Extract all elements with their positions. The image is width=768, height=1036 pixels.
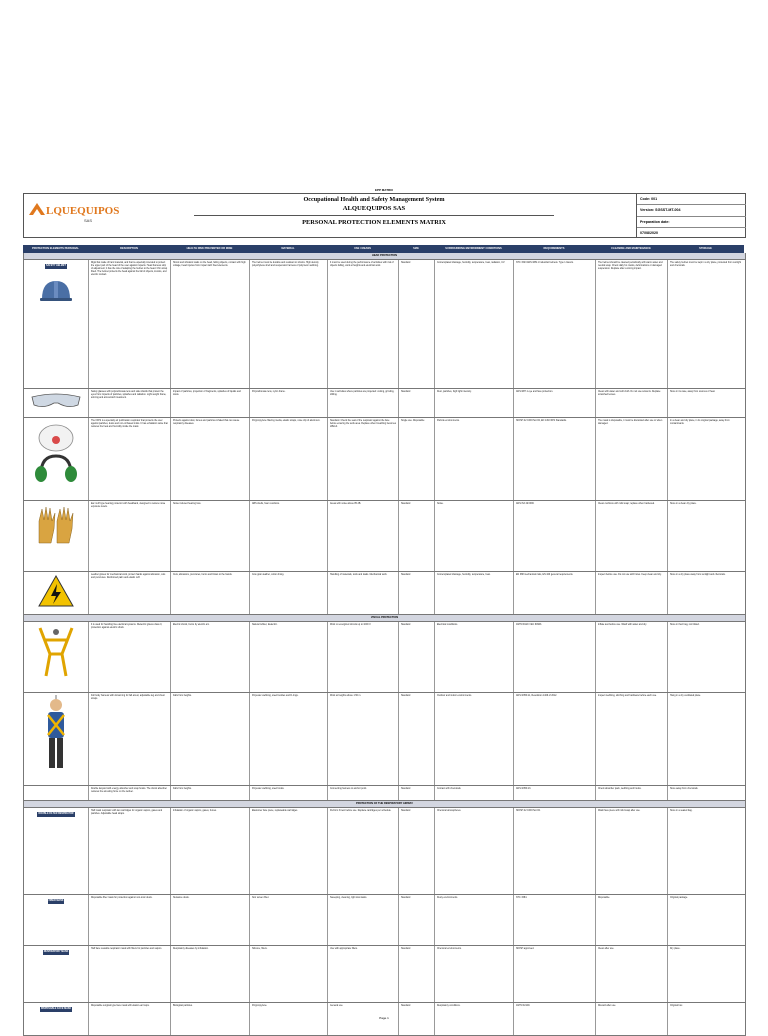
ref-code: EPP MATRIX [374, 188, 394, 192]
size-cell: Standard [399, 389, 435, 417]
description-cell: Rigid hat made of hard material, and that is especially intended to protect the upper part of the head of the user against impacts. Head harness strip of adjustment; it has the role of adapting the helmet to the head. Chin strap fitted. The helmet protects the head against the fall of objects, knocks, and electric contact. [89, 260, 171, 388]
element-cell [24, 260, 89, 388]
use-cell: Connecting harness to anchor point. [328, 786, 399, 800]
element-cell [24, 946, 89, 1002]
description-cell: Half mask respirator with two cartridges for organic vapors, gases and particles. Adjustable head straps. [89, 808, 171, 894]
description-cell: Half face reusable respirator mask with filters for particles and vapors. [89, 946, 171, 1002]
table-row [24, 946, 745, 1003]
risk-cell: Noise induced hearing loss. [171, 501, 250, 571]
column-header: HEALTH RISK PREVENTED OR MINE [186, 246, 233, 250]
cleaning-cell: Wash face piece with mild soap after use. [596, 808, 668, 894]
storage-cell: Store in its case, away from sources of heat. [670, 391, 716, 393]
element-cell [24, 389, 89, 417]
section-respiratory-protection: PROTECTION OF THE RESPIRATORY AIRWAY [24, 801, 745, 808]
storage-cell: Store away from chemicals. [670, 788, 699, 790]
storage-cell: Store in a clean dry place. [670, 503, 697, 505]
environment-cell: Contact with chemicals. [435, 786, 514, 800]
cleaning-cell: Clean with water and soft cloth. Do not use solvents. Replace scratched lenses. [596, 389, 668, 417]
column-header: REQUIREMENTS [543, 246, 565, 250]
meta-prepared: Preparation date: [637, 217, 746, 228]
column-header-row [23, 245, 744, 253]
column-header: SURROUNDING ENVIRONMENT CONDITIONS [445, 246, 502, 250]
column-header: USE / MEANS [354, 246, 371, 250]
storage-cell: Store in a sealed bag. [670, 810, 693, 812]
meta-code: Code: 001 [637, 194, 746, 205]
storage-cell: Store in their bag, not folded. [670, 624, 700, 626]
use-cell: Use in activities where particles are projected: cutting, grinding, drilling. [328, 389, 399, 417]
description-cell: Disposable surgical type face mask with elastic ear loops. [89, 1003, 171, 1035]
requirements-cell: NIOSH approved. [514, 946, 596, 1002]
element-label: SAFETY HELMET [46, 264, 66, 267]
storage-cell: In a clean and dry place, in its original package, away from contaminants. [670, 420, 730, 425]
environment-cell: Respiratory conditions. [435, 1003, 514, 1035]
element-cell [24, 572, 89, 614]
size-cell: Standard [399, 808, 435, 894]
description-cell: Safety glasses with polycarbonate lens and side shields that protect the eyes from impacts of particles, splashes and radiation. Light weight frame, anti-fog and anti-scratch treatment. [89, 389, 171, 417]
table-row [24, 260, 745, 389]
matrix-title: PERSONAL PROTECTION ELEMENTS MATRIX [194, 215, 554, 226]
environment-cell: Electrical conditions. [435, 622, 514, 692]
requirements-cell: ANSI S3.19 NRR. [514, 501, 596, 571]
element-cell [24, 501, 89, 571]
description-cell: Double lanyard with energy absorber and snap hooks. The shock absorber reduces the arresting force on the worker. [89, 786, 171, 800]
storage-cell: Hang in a dry ventilated place. [670, 695, 701, 697]
svg-text:LQUEQUIPOS: LQUEQUIPOS [46, 205, 120, 217]
material-cell: Polyester webbing, steel buckles and D-rings. [250, 693, 328, 785]
storage-cell: The safety helmet must be kept in a dry place, protected from sunlight and chemicals. [670, 262, 741, 267]
use-cell: Work on energized circuits up to 1000 V. [328, 622, 399, 692]
cleaning-cell: The mask is disposable, it must be discarded after use or when damaged. [596, 418, 668, 500]
table-row [24, 693, 745, 786]
use-cell: Areas with noise above 85 dB. [328, 501, 399, 571]
element-cell [24, 693, 89, 785]
requirements-cell: NIOSH 42 CFR Part 84. [514, 808, 596, 894]
page-footer: Page 1 [379, 1016, 389, 1020]
column-header: CLEANING AND MAINTENANCE [611, 246, 651, 250]
risk-cell: Falls from heights. [171, 786, 250, 800]
table-row [24, 786, 745, 801]
work-gloves-icon [33, 503, 79, 547]
column-header: MATERIAL [281, 246, 295, 250]
column-header: DESCRIPTION [120, 246, 138, 250]
risk-cell: Cuts, abrasions, punctures, burns and blows to the hands. [171, 572, 250, 614]
size-cell: Standard [399, 895, 435, 945]
electrical-hazard-icon [35, 574, 77, 608]
environment-cell: Contemplated drainage, humidity, temperature, heat, radiation, UV. [435, 260, 514, 388]
use-cell: Perform fit test before use. Replace cartridges per schedule. [328, 808, 399, 894]
requirements-cell: NIOSH 42 CFR Part 84, EN 149 FFP2 Standards. [514, 418, 596, 500]
document-meta [636, 194, 746, 237]
size-cell: Standard [399, 622, 435, 692]
element-label: FIBER MASK [48, 899, 64, 902]
risk-cell: Nuisance dusts. [171, 895, 250, 945]
section-head-protection: HEAD PROTECTION [24, 253, 745, 260]
requirements-cell: NTC 1523 ANSI Z89.1 Industrial helmets. Type I class E. [514, 260, 596, 388]
material-cell: Polypropylene. [250, 1003, 328, 1035]
material-cell: Polycarbonate lens, nylon frame. [250, 389, 328, 417]
ear-muffs-icon [33, 454, 79, 484]
company-name: ALQUEQUIPOS SAS [342, 205, 406, 212]
cleaning-cell: Inspect before use. Do not use with holes. Keep clean and dry. [596, 572, 668, 614]
table-row [24, 501, 745, 572]
size-cell: Standard [399, 1003, 435, 1035]
environment-cell: Noise. [435, 501, 514, 571]
cleaning-cell: Inspect webbing, stitching and hardware before each use. [596, 693, 668, 785]
element-cell [24, 895, 89, 945]
table-row [24, 622, 745, 693]
risk-cell: Electric shock, burns by electric arc. [171, 622, 250, 692]
cleaning-cell: Clean cushions with mild soap; replace when hardened. [596, 501, 668, 571]
material-cell: Polyester webbing, steel hooks. [250, 786, 328, 800]
element-label: RESPIRATORY MASK [43, 950, 69, 953]
size-cell: Standard [399, 260, 435, 388]
element-cell [24, 622, 89, 692]
requirements-cell: ANSI Z87.1 eye and face protection. [514, 389, 596, 417]
risk-cell: Biological particles. [171, 1003, 250, 1035]
element-cell [24, 786, 89, 800]
use-cell: Sweeping, cleaning, light dust tasks. [328, 895, 399, 945]
size-cell: Standard [399, 693, 435, 785]
description-cell: Ear muff type hearing protector with headband, designed to reduce noise exposure levels. [89, 501, 171, 571]
size-cell: Standard [399, 501, 435, 571]
document-header [23, 193, 746, 238]
material-cell: ABS shells, foam cushions. [250, 501, 328, 571]
storage-cell: Original package. [670, 897, 688, 899]
cleaning-cell: Check absorber pack, webbing and hooks. [596, 786, 668, 800]
material-cell: Polypropylene filtering media, elastic straps, nose clip of aluminum. [250, 418, 328, 500]
environment-cell: Dusty environments. [435, 895, 514, 945]
risk-cell: Protects against dust, fumes and particles inhaled that can cause respiratory diseases. [171, 418, 250, 500]
description-cell: Leather gloves for mechanical work, protect hands against abrasion, cuts and punctures. Reinforced palm and elastic cuff. [89, 572, 171, 614]
system-title: Occupational Health and Safety Management System [303, 196, 445, 203]
size-cell: Standard [399, 786, 435, 800]
environment-cell: Dust, particles, high light intensity. [435, 389, 514, 417]
material-cell: Elastomer face piece, replaceable cartridges. [250, 808, 328, 894]
requirements-cell: ANSI Z359.11, Resolution 1409 of 2012. [514, 693, 596, 785]
risk-cell: Respiratory diseases by inhalation. [171, 946, 250, 1002]
cleaning-cell: Clean after use. [596, 946, 668, 1002]
risk-cell: Shock and vibration loads on the head, falling objects, contact with high voltage, head injuries from impact with fixed elements. [171, 260, 250, 388]
use-cell: Work at heights above 1.50 m. [328, 693, 399, 785]
column-header: STORAGE [699, 246, 712, 250]
svg-text:SAS: SAS [84, 218, 93, 223]
environment-cell: Outdoor and indoor environments. [435, 693, 514, 785]
meta-version: Version: SGSST-MT-004 [637, 205, 746, 216]
meta-date: 07/08/2020 [640, 231, 658, 236]
size-cell: Single use. Disposable [399, 418, 435, 500]
material-cell: Non woven fiber. [250, 895, 328, 945]
material-cell: Natural rubber, dielectric. [250, 622, 328, 692]
storage-cell: Original box. [670, 1005, 683, 1007]
safety-glasses-icon [30, 391, 82, 411]
cleaning-cell: Inflate test before use. Wash with water and dry. [596, 622, 668, 692]
table-row [24, 895, 745, 946]
section-visual-protection: VISUAL PROTECTION [24, 615, 745, 622]
material-cell: Silicone, filters. [250, 946, 328, 1002]
environment-cell: Chemical atmospheres. [435, 808, 514, 894]
table-row [24, 572, 745, 615]
table-row [24, 389, 745, 418]
element-label: DOUBLE FILTER RESPIRATOR [38, 812, 74, 815]
worker-at-height-icon [33, 695, 79, 779]
risk-cell: Falls from heights. [171, 693, 250, 785]
title-block [194, 194, 554, 226]
safety-harness-icon [30, 624, 82, 680]
requirements-cell: NTC 1584. [514, 895, 596, 945]
material-cell: The helmet must be durable and resistant to shocks. High density polyethylene shell and suspension harness of polymeric webbing. [250, 260, 328, 388]
requirements-cell: ASTM D120 / IEC 60903. [514, 622, 596, 692]
column-header: PROTECTION ELEMENTS PERSONAL [32, 246, 79, 250]
table-row [24, 808, 745, 895]
table-row [24, 418, 745, 501]
element-cell [24, 808, 89, 894]
environment-cell: Particle environments. [435, 418, 514, 500]
cleaning-cell: The helmet should be cleaned periodically with warm water and neutral soap. Check daily for cracks, deformations or damaged suspension. Replace after a strong impact. [596, 260, 668, 388]
element-label: DISPOSABLE FACE MASK [40, 1007, 72, 1010]
element-cell [24, 418, 89, 500]
description-cell: Full body harness with dorsal ring for fall arrest, adjustable leg and chest straps. [89, 693, 171, 785]
column-header: SIZE [413, 246, 419, 250]
company-logo [26, 198, 120, 232]
size-cell: Standard [399, 946, 435, 1002]
requirements-cell: ASTM F2100. [514, 1003, 596, 1035]
risk-cell: Impact of particles, projection of fragments, splashes of liquids and dusts. [171, 389, 250, 417]
description-cell: The FFP2 is a specialty air purification respirator that protects the user against particles, dusts and non-oil based mists. It has exhalation valve that reduces the heat and humidity inside the mask. [89, 418, 171, 500]
cleaning-cell: Discard after use. [596, 1003, 668, 1035]
environment-cell: Contemplated drainage, humidity, temperature, heat. [435, 572, 514, 614]
environment-cell: Chemical environments. [435, 946, 514, 1002]
use-cell: General use. [328, 1003, 399, 1035]
logo-icon [26, 198, 120, 232]
use-cell: Use with appropriate filters. [328, 946, 399, 1002]
material-cell: Cow grain leather, cotton lining. [250, 572, 328, 614]
requirements-cell: ANSI Z359.13. [514, 786, 596, 800]
risk-cell: Inhalation of organic vapors, gases, fumes. [171, 808, 250, 894]
use-cell: Handling of materials, tools and loads. Mechanical work. [328, 572, 399, 614]
storage-cell: Dry place. [670, 948, 681, 950]
size-cell: Standard [399, 572, 435, 614]
description-cell: Disposable fiber mask for protection against non-toxic dusts. [89, 895, 171, 945]
cleaning-cell: Disposable. [596, 895, 668, 945]
requirements-cell: EN 388 mechanical risks, EN 420 general requirements. [514, 572, 596, 614]
helmet-icon [36, 272, 76, 312]
storage-cell: Store in a dry place away from sunlight and chemicals. [670, 574, 726, 576]
use-cell: Standard. Check the seal of the respirator against the face before entering the work area. Replace when breathing becomes difficult. [328, 418, 399, 500]
use-cell: It must be used during the performance of activities with risk of objects falling, work at heights and electrical work. [328, 260, 399, 388]
dust-mask-icon [34, 420, 78, 454]
description-cell: It is used for handling live electrical systems. Dielectric gloves class 0, protection against electric shock. [89, 622, 171, 692]
ppe-matrix-table [23, 253, 746, 1036]
